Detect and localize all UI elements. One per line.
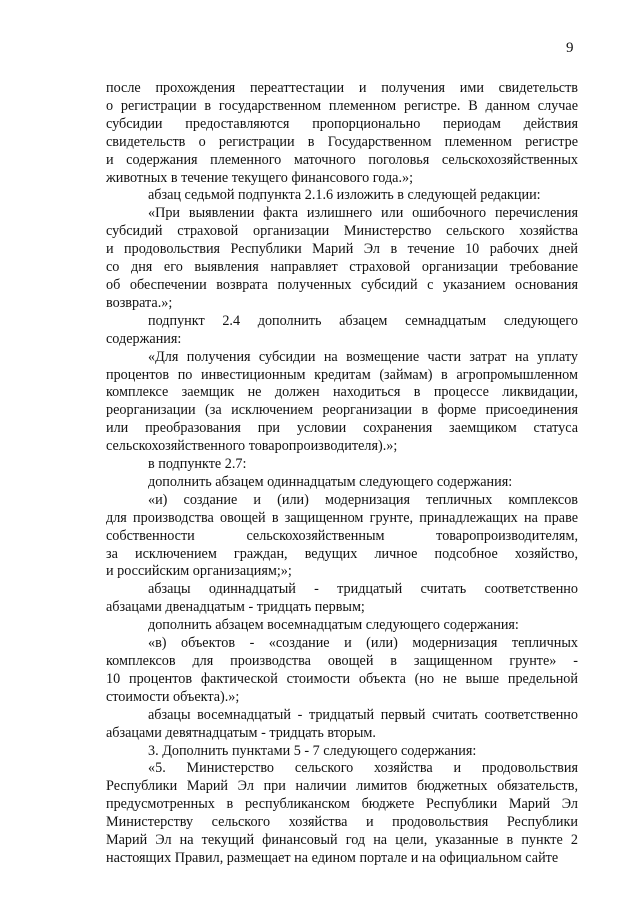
text-line: после прохождения переаттестации и получения ими свидетельств	[106, 80, 578, 96]
text-line: субсидий страховой организации Министерство сельского хозяйства	[106, 223, 578, 240]
text-line: комплексе заемщик не должен находиться в процессе ликвидации,	[106, 384, 578, 401]
paragraph	[106, 205, 578, 312]
paragraph	[106, 635, 578, 707]
text-line: реорганизации (за исключением реорганизации в форме присоединения	[106, 402, 578, 419]
paragraph	[106, 743, 578, 761]
text-line: свидетельств о регистрации в Государственном племенном регистре	[106, 133, 578, 150]
paragraph	[106, 617, 578, 635]
page-number: 9	[566, 40, 574, 56]
text-line: предусмотренных в республиканском бюджете Республики Марий Эл	[106, 796, 578, 813]
text-line: субсидии предоставляются пропорционально периодам действия	[106, 115, 578, 132]
text-line: содержания:	[106, 330, 182, 347]
paragraph	[106, 581, 578, 617]
paragraph	[106, 80, 578, 187]
text-line: со дня его выявления направляет страховой организации требование	[106, 259, 578, 276]
text-line: и содержания племенного маточного поголовья сельскохозяйственных	[106, 151, 578, 168]
text-line: комплексов для производства овощей в защищенном грунте» -	[106, 653, 578, 669]
text-line: Министерству сельского хозяйства и продовольствия Республики	[106, 814, 578, 831]
text-line: сельскохозяйственного товаропроизводителя).»;	[106, 438, 398, 455]
paragraph	[106, 187, 578, 205]
paragraph	[106, 313, 578, 349]
text-line: дополнить абзацем восемнадцатым следующего содержания:	[148, 617, 519, 634]
text-line: собственности сельскохозяйственным товаропроизводителям,	[106, 527, 578, 544]
text-line: 10 процентов фактической стоимости объекта (но не выше предельной	[106, 670, 578, 687]
text-line: стоимости объекта).»;	[106, 688, 240, 705]
text-line: за исключением граждан, ведущих личное подсобное хозяйство,	[106, 545, 578, 562]
text-line: возврата.»;	[106, 294, 173, 311]
paragraph	[106, 456, 578, 474]
text-line: об обеспечении возврата полученных субсидий с указанием основания	[106, 276, 578, 293]
paragraph	[106, 707, 578, 743]
text-line: Марий Эл на текущий финансовый год на цели, указанные в пункте 2	[106, 832, 578, 849]
text-line: подпункт 2.4 дополнить абзацем семнадцатым следующего	[148, 312, 578, 329]
text-line: абзацы восемнадцатый - тридцатый первый считать соответственно	[148, 706, 578, 723]
text-line: о регистрации в государственном племенном регистре. В данном случае	[106, 97, 578, 114]
text-line: «в) объектов - «создание и (или) модернизация тепличных	[148, 635, 578, 652]
paragraph	[106, 349, 578, 456]
text-line: абзацы одиннадцатый - тридцатый считать соответственно	[148, 581, 578, 598]
text-line: и российским организациям;»;	[106, 563, 292, 580]
text-line: и продовольствия Республики Марий Эл в течение 10 рабочих дней	[106, 241, 578, 258]
text-line: или преобразования при условии сохранения заемщиком статуса	[106, 420, 578, 437]
text-line: дополнить абзацем одиннадцатым следующего содержания:	[148, 473, 513, 490]
text-line: животных в течение текущего финансового года.»;	[106, 169, 414, 186]
paragraph	[106, 492, 578, 582]
text-line: Республики Марий Эл при наличии лимитов бюджетных обязательств,	[106, 778, 578, 795]
text-line: абзац седьмой подпункта 2.1.6 изложить в следующей редакции:	[148, 187, 541, 204]
text-line: «Для получения субсидии на возмещение части затрат на уплату	[148, 348, 578, 365]
text-line: для производства овощей в защищенном грунте, принадлежащих на праве	[106, 509, 578, 526]
paragraph	[106, 474, 578, 492]
text-line: настоящих Правил, размещает на едином портале и на официальном сайте	[106, 849, 559, 866]
text-line: в подпункте 2.7:	[148, 456, 247, 473]
paragraph	[106, 760, 578, 867]
text-line: процентов по инвестиционным кредитам (займам) в агропромышленном	[106, 366, 578, 383]
document-body	[106, 80, 578, 868]
text-line: «При выявлении факта излишнего или ошибочного перечисления	[148, 205, 578, 222]
text-line: «и) создание и (или) модернизация тепличных комплексов	[148, 491, 578, 508]
text-line: абзацами девятнадцатым - тридцать вторым.	[106, 724, 376, 741]
text-line: «5. Министерство сельского хозяйства и продовольствия	[148, 760, 578, 777]
text-line: абзацами двенадцатым - тридцать первым;	[106, 599, 365, 616]
text-line: 3. Дополнить пунктами 5 - 7 следующего содержания:	[148, 742, 477, 759]
